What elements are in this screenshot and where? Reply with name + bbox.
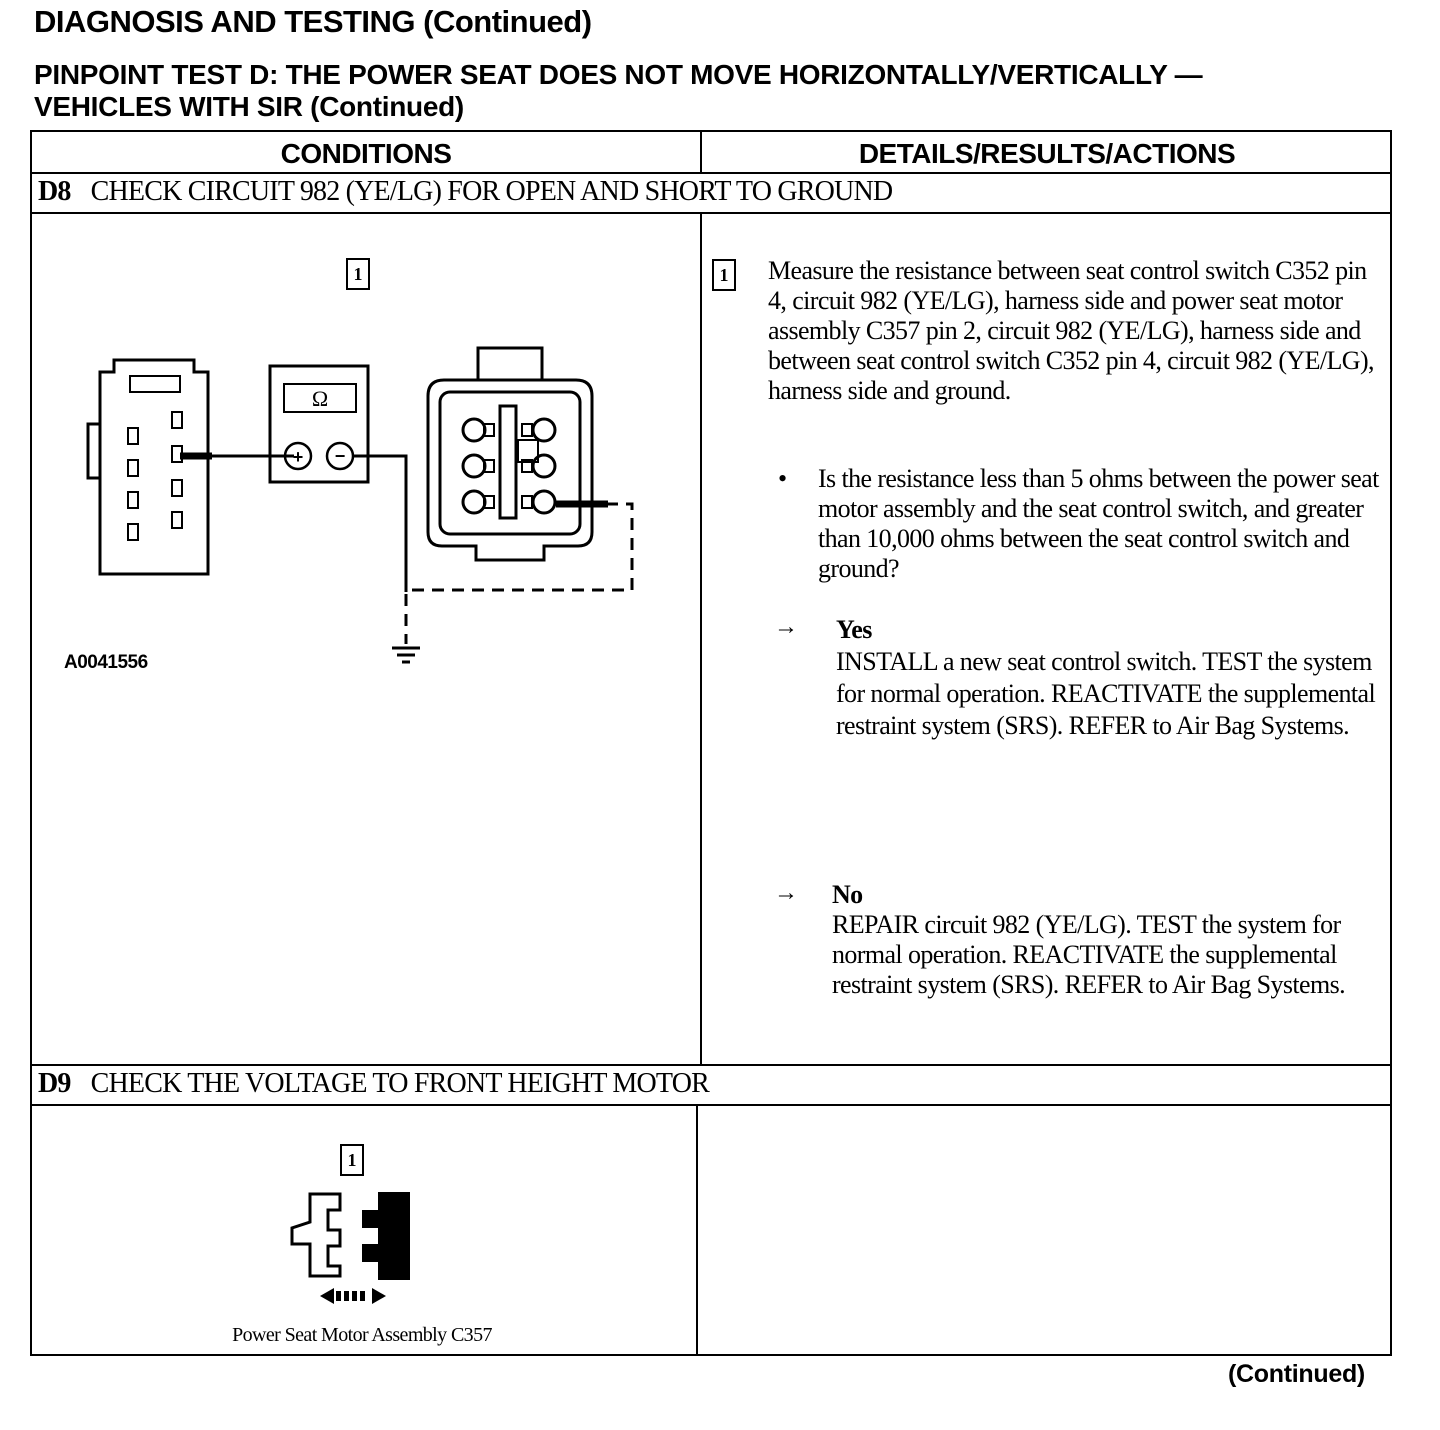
no-action-text: REPAIR circuit 982 (YE/LG). TEST the system for normal operation. REACTIVATE the supplemental restraint system (SRS). REFER to Air Bag Systems. — [832, 910, 1346, 999]
motor-connector-half-icon — [292, 1194, 340, 1276]
header-divider — [700, 132, 702, 172]
test-title-line-2: VEHICLES WITH SIR (Continued) — [34, 91, 464, 122]
meter-plus-label: + — [292, 447, 304, 467]
d9-connector-diagram — [282, 1184, 422, 1314]
mating-connector-icon — [362, 1192, 410, 1280]
column-header-conditions: CONDITIONS — [280, 138, 452, 169]
meter-minus-label: − — [334, 446, 346, 466]
probe-lead-negative — [353, 456, 406, 592]
meter-ohm-symbol: Ω — [311, 386, 329, 411]
document-title: DIAGNOSIS AND TESTING (Continued) — [34, 4, 592, 39]
pinpoint-test-table — [30, 130, 1392, 1356]
d9-figure-number: 1 — [340, 1144, 364, 1176]
step-d9-top-rule — [32, 1064, 1390, 1066]
d8-detail-number: 1 — [712, 259, 736, 291]
step-d8-title-row — [38, 176, 892, 208]
d9-figure-caption: Power Seat Motor Assembly C357 — [232, 1324, 492, 1346]
step-d8-divider — [700, 212, 702, 1064]
step-d8-id: D8 — [38, 176, 71, 207]
ground-symbol-icon — [392, 648, 420, 662]
d8-answer-no — [832, 880, 1380, 1000]
yes-arrow-icon: → — [774, 614, 798, 640]
d8-figure-number: 1 — [346, 258, 370, 290]
test-title-line-1: PINPOINT TEST D: THE POWER SEAT DOES NOT MOVE HORIZONTALLY/VERTICALLY — — [34, 59, 1203, 90]
d8-question: Is the resistance less than 5 ohms between the power seat motor assembly and the seat control switch, and greater than 10,000 ohms between the seat control switch and ground? — [818, 464, 1379, 583]
column-header-details: DETAILS/RESULTS/ACTIONS — [858, 138, 1236, 169]
bullet-icon: • — [778, 464, 787, 493]
d8-wiring-diagram — [72, 332, 692, 672]
seat-switch-connector-icon — [88, 360, 208, 574]
step-d9-id: D9 — [38, 1068, 71, 1099]
header-bottom-rule — [32, 172, 1390, 174]
no-arrow-icon: → — [774, 880, 798, 906]
yes-label: Yes — [836, 615, 872, 644]
step-d8-title: CHECK CIRCUIT 982 (YE/LG) FOR OPEN AND SHORT TO GROUND — [90, 176, 893, 207]
pinpoint-test-title — [34, 59, 1394, 123]
d8-figure-code: A0041556 — [64, 652, 148, 673]
d8-measure-instruction: Measure the resistance between seat control switch C352 pin 4, circuit 982 (YE/LG), harness side and power seat motor assembly C357 pin 2, circuit 982 (YE/LG), harness side and between seat control switch C352 pin 4, circuit 982 (YE/LG), harness side and ground. — [768, 256, 1374, 405]
double-arrow-icon — [320, 1288, 386, 1304]
no-label: No — [832, 880, 863, 909]
d8-answer-yes — [836, 614, 1384, 742]
ohmmeter-icon — [270, 366, 368, 482]
step-d9-divider — [696, 1104, 698, 1356]
yes-action-text: INSTALL a new seat control switch. TEST the system for normal operation. REACTIVATE the supplemental restraint system (SRS). REFER to Air Bag Systems. — [836, 647, 1376, 740]
step-d9-title-row — [38, 1068, 709, 1100]
motor-connector-icon — [428, 348, 592, 560]
continued-label: (Continued) — [1228, 1360, 1365, 1388]
step-d8-title-rule — [32, 212, 1390, 214]
step-d9-title-rule — [32, 1104, 1390, 1106]
step-d9-title: CHECK THE VOLTAGE TO FRONT HEIGHT MOTOR — [90, 1068, 710, 1099]
